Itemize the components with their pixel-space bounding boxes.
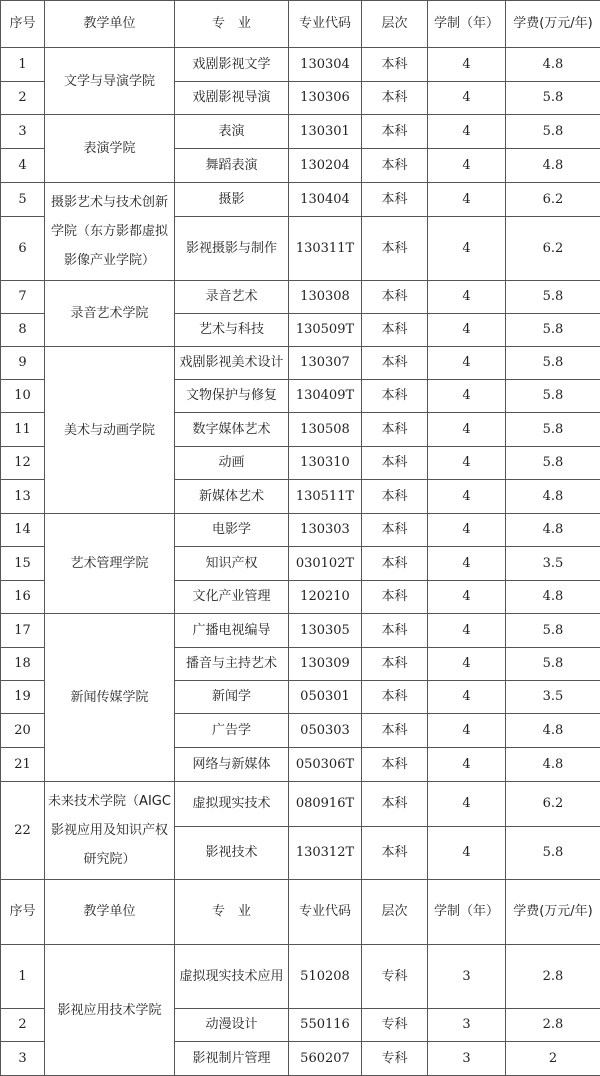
tuition-fee-cell: 5.8: [506, 614, 600, 648]
major-cell: 表演: [175, 115, 289, 149]
tuition-fee-cell: 4.8: [506, 149, 600, 183]
tuition-fee-cell: 4.8: [506, 48, 600, 82]
years-cell: 4: [428, 217, 506, 281]
tuition-fee-cell: 2.8: [506, 1009, 600, 1042]
years-cell: 4: [428, 827, 506, 880]
major-code-cell: 130305: [289, 614, 362, 648]
teaching-unit-cell: 录音艺术学院: [45, 281, 175, 347]
tuition-fee-cell: 5.8: [506, 347, 600, 380]
years-cell: 4: [428, 714, 506, 748]
seq-cell: 1: [1, 48, 45, 82]
major-cell: 新闻学: [175, 681, 289, 714]
tuition-fee-cell: 4.8: [506, 514, 600, 547]
major-cell: 戏剧影视文学: [175, 48, 289, 82]
teaching-unit-cell: 影视应用技术学院: [45, 945, 175, 1076]
header-unit: 教学单位: [45, 1, 175, 48]
major-code-cell: 050303: [289, 714, 362, 748]
major-code-cell: 050306T: [289, 748, 362, 782]
years-cell: 4: [428, 782, 506, 827]
tuition-fee-cell: 4.8: [506, 748, 600, 782]
major-cell: 电影学: [175, 514, 289, 547]
major-code-cell: 130509T: [289, 314, 362, 347]
major-cell: 动漫设计: [175, 1009, 289, 1042]
table-row: [1, 614, 600, 648]
major-cell: 影视摄影与制作: [175, 217, 289, 281]
major-code-cell: 130409T: [289, 380, 362, 413]
major-cell: 戏剧影视导演: [175, 82, 289, 115]
major-cell: 影视技术: [175, 827, 289, 880]
seq-cell: 14: [1, 514, 45, 547]
seq-cell: 22: [1, 782, 45, 880]
major-cell: 数字媒体艺术: [175, 413, 289, 447]
major-code-cell: 130511T: [289, 480, 362, 514]
tuition-fee-cell: 4.8: [506, 714, 600, 748]
years-cell: 4: [428, 547, 506, 581]
tuition-fee-cell: 6.2: [506, 183, 600, 217]
major-cell: 摄影: [175, 183, 289, 217]
seq-cell: 18: [1, 648, 45, 681]
major-code-cell: 130404: [289, 183, 362, 217]
years-cell: 4: [428, 115, 506, 149]
level-cell: 专科: [362, 1042, 428, 1076]
major-code-cell: 130306: [289, 82, 362, 115]
level-cell: 专科: [362, 945, 428, 1009]
years-cell: 4: [428, 480, 506, 514]
major-cell: 艺术与科技: [175, 314, 289, 347]
header-seq: 序号: [1, 1, 45, 48]
major-code-cell: 130309: [289, 648, 362, 681]
tuition-fee-cell: 5.8: [506, 115, 600, 149]
years-cell: 4: [428, 183, 506, 217]
level-cell: 本科: [362, 183, 428, 217]
years-cell: 4: [428, 648, 506, 681]
header-row: [1, 1, 600, 48]
major-code-cell: 130308: [289, 281, 362, 314]
table-row: [1, 183, 600, 217]
header-level: 层次: [362, 880, 428, 945]
level-cell: 本科: [362, 447, 428, 480]
years-cell: 4: [428, 347, 506, 380]
major-cell: 播音与主持艺术: [175, 648, 289, 681]
major-code-cell: 130307: [289, 347, 362, 380]
years-cell: 4: [428, 447, 506, 480]
major-cell: 新媒体艺术: [175, 480, 289, 514]
major-code-cell: 130301: [289, 115, 362, 149]
table-row: [1, 48, 600, 82]
level-cell: 本科: [362, 614, 428, 648]
seq-cell: 16: [1, 581, 45, 614]
seq-cell: 17: [1, 614, 45, 648]
years-cell: 4: [428, 514, 506, 547]
seq-cell: 8: [1, 314, 45, 347]
major-cell: 虚拟现实技术应用: [175, 945, 289, 1009]
years-cell: 4: [428, 314, 506, 347]
seq-cell: 5: [1, 183, 45, 217]
teaching-unit-cell: 摄影艺术与技术创新学院（东方影都虚拟影像产业学院）: [45, 183, 175, 281]
seq-cell: 19: [1, 681, 45, 714]
tuition-fee-cell: 3.5: [506, 681, 600, 714]
major-cell: 戏剧影视美术设计: [175, 347, 289, 380]
level-cell: 本科: [362, 827, 428, 880]
major-cell: 舞蹈表演: [175, 149, 289, 183]
level-cell: 本科: [362, 581, 428, 614]
major-code-cell: 130312T: [289, 827, 362, 880]
years-cell: 4: [428, 413, 506, 447]
level-cell: 本科: [362, 314, 428, 347]
years-cell: 4: [428, 748, 506, 782]
seq-cell: 21: [1, 748, 45, 782]
years-cell: 4: [428, 681, 506, 714]
level-cell: 本科: [362, 782, 428, 827]
major-cell: 动画: [175, 447, 289, 480]
table-row: [1, 945, 600, 1009]
major-cell: 文化产业管理: [175, 581, 289, 614]
seq-cell: 13: [1, 480, 45, 514]
major-cell: 文物保护与修复: [175, 380, 289, 413]
years-cell: 4: [428, 149, 506, 183]
header-row: [1, 880, 600, 945]
level-cell: 本科: [362, 149, 428, 183]
header-code: 专业代码: [289, 880, 362, 945]
level-cell: 本科: [362, 217, 428, 281]
seq-cell: 2: [1, 1009, 45, 1042]
years-cell: 4: [428, 48, 506, 82]
seq-cell: 6: [1, 217, 45, 281]
level-cell: 本科: [362, 714, 428, 748]
level-cell: 本科: [362, 48, 428, 82]
major-cell: 录音艺术: [175, 281, 289, 314]
teaching-unit-cell: 艺术管理学院: [45, 514, 175, 614]
tuition-fee-cell: 6.2: [506, 782, 600, 827]
years-cell: 4: [428, 380, 506, 413]
level-cell: 专科: [362, 1009, 428, 1042]
tuition-fee-cell: 5.8: [506, 413, 600, 447]
teaching-unit-cell: 表演学院: [45, 115, 175, 183]
level-cell: 本科: [362, 281, 428, 314]
major-cell: 广告学: [175, 714, 289, 748]
level-cell: 本科: [362, 413, 428, 447]
seq-cell: 10: [1, 380, 45, 413]
seq-cell: 4: [1, 149, 45, 183]
header-level: 层次: [362, 1, 428, 48]
teaching-unit-cell: 美术与动画学院: [45, 347, 175, 514]
major-code-cell: 130311T: [289, 217, 362, 281]
seq-cell: 1: [1, 945, 45, 1009]
major-code-cell: 130310: [289, 447, 362, 480]
seq-cell: 9: [1, 347, 45, 380]
seq-cell: 3: [1, 1042, 45, 1076]
table-row: [1, 115, 600, 149]
years-cell: 3: [428, 1042, 506, 1076]
major-code-cell: 510208: [289, 945, 362, 1009]
header-unit: 教学单位: [45, 880, 175, 945]
years-cell: 4: [428, 614, 506, 648]
seq-cell: 12: [1, 447, 45, 480]
tuition-fee-cell: 3.5: [506, 547, 600, 581]
tuition-fee-cell: 5.8: [506, 827, 600, 880]
level-cell: 本科: [362, 648, 428, 681]
tuition-fee-cell: 4.8: [506, 581, 600, 614]
major-code-cell: 550116: [289, 1009, 362, 1042]
table-row: [1, 514, 600, 547]
tuition-fee-cell: 5.8: [506, 648, 600, 681]
major-code-cell: 130304: [289, 48, 362, 82]
table-row: [1, 281, 600, 314]
level-cell: 本科: [362, 547, 428, 581]
level-cell: 本科: [362, 347, 428, 380]
seq-cell: 11: [1, 413, 45, 447]
years-cell: 4: [428, 82, 506, 115]
major-cell: 广播电视编导: [175, 614, 289, 648]
table-row: [1, 782, 600, 827]
teaching-unit-cell: 文学与导演学院: [45, 48, 175, 115]
tuition-fee-cell: 5.8: [506, 281, 600, 314]
seq-cell: 7: [1, 281, 45, 314]
major-code-cell: 120210: [289, 581, 362, 614]
teaching-unit-cell: 未来技术学院（AIGC影视应用及知识产权研究院）: [45, 782, 175, 880]
major-code-cell: 560207: [289, 1042, 362, 1076]
major-code-cell: 130204: [289, 149, 362, 183]
major-code-cell: 130303: [289, 514, 362, 547]
major-code-cell: 050301: [289, 681, 362, 714]
major-cell: 虚拟现实技术: [175, 782, 289, 827]
table-row: [1, 347, 600, 380]
level-cell: 本科: [362, 748, 428, 782]
level-cell: 本科: [362, 115, 428, 149]
major-cell: 网络与新媒体: [175, 748, 289, 782]
header-major: 专 业: [175, 880, 289, 945]
header-years: 学制（年）: [428, 880, 506, 945]
seq-cell: 2: [1, 82, 45, 115]
years-cell: 4: [428, 281, 506, 314]
header-code: 专业代码: [289, 1, 362, 48]
header-major: 专 业: [175, 1, 289, 48]
tuition-fee-cell: 2: [506, 1042, 600, 1076]
major-cell: 影视制片管理: [175, 1042, 289, 1076]
level-cell: 本科: [362, 681, 428, 714]
major-code-cell: 130508: [289, 413, 362, 447]
tuition-fee-cell: 6.2: [506, 217, 600, 281]
major-code-cell: 080916T: [289, 782, 362, 827]
level-cell: 本科: [362, 82, 428, 115]
header-seq: 序号: [1, 880, 45, 945]
header-fee: 学费(万元/年): [506, 880, 600, 945]
teaching-unit-cell: 新闻传媒学院: [45, 614, 175, 782]
seq-cell: 15: [1, 547, 45, 581]
header-fee: 学费(万元/年): [506, 1, 600, 48]
tuition-fee-cell: 5.8: [506, 447, 600, 480]
years-cell: 4: [428, 581, 506, 614]
tuition-fee-cell: 4.8: [506, 480, 600, 514]
header-years: 学制（年）: [428, 1, 506, 48]
level-cell: 本科: [362, 380, 428, 413]
level-cell: 本科: [362, 480, 428, 514]
years-cell: 3: [428, 1009, 506, 1042]
major-cell: 知识产权: [175, 547, 289, 581]
tuition-fee-cell: 5.8: [506, 82, 600, 115]
tuition-fee-cell: 5.8: [506, 380, 600, 413]
major-code-cell: 030102T: [289, 547, 362, 581]
tuition-fee-cell: 2.8: [506, 945, 600, 1009]
tuition-fee-cell: 5.8: [506, 314, 600, 347]
level-cell: 本科: [362, 514, 428, 547]
seq-cell: 3: [1, 115, 45, 149]
seq-cell: 20: [1, 714, 45, 748]
years-cell: 3: [428, 945, 506, 1009]
